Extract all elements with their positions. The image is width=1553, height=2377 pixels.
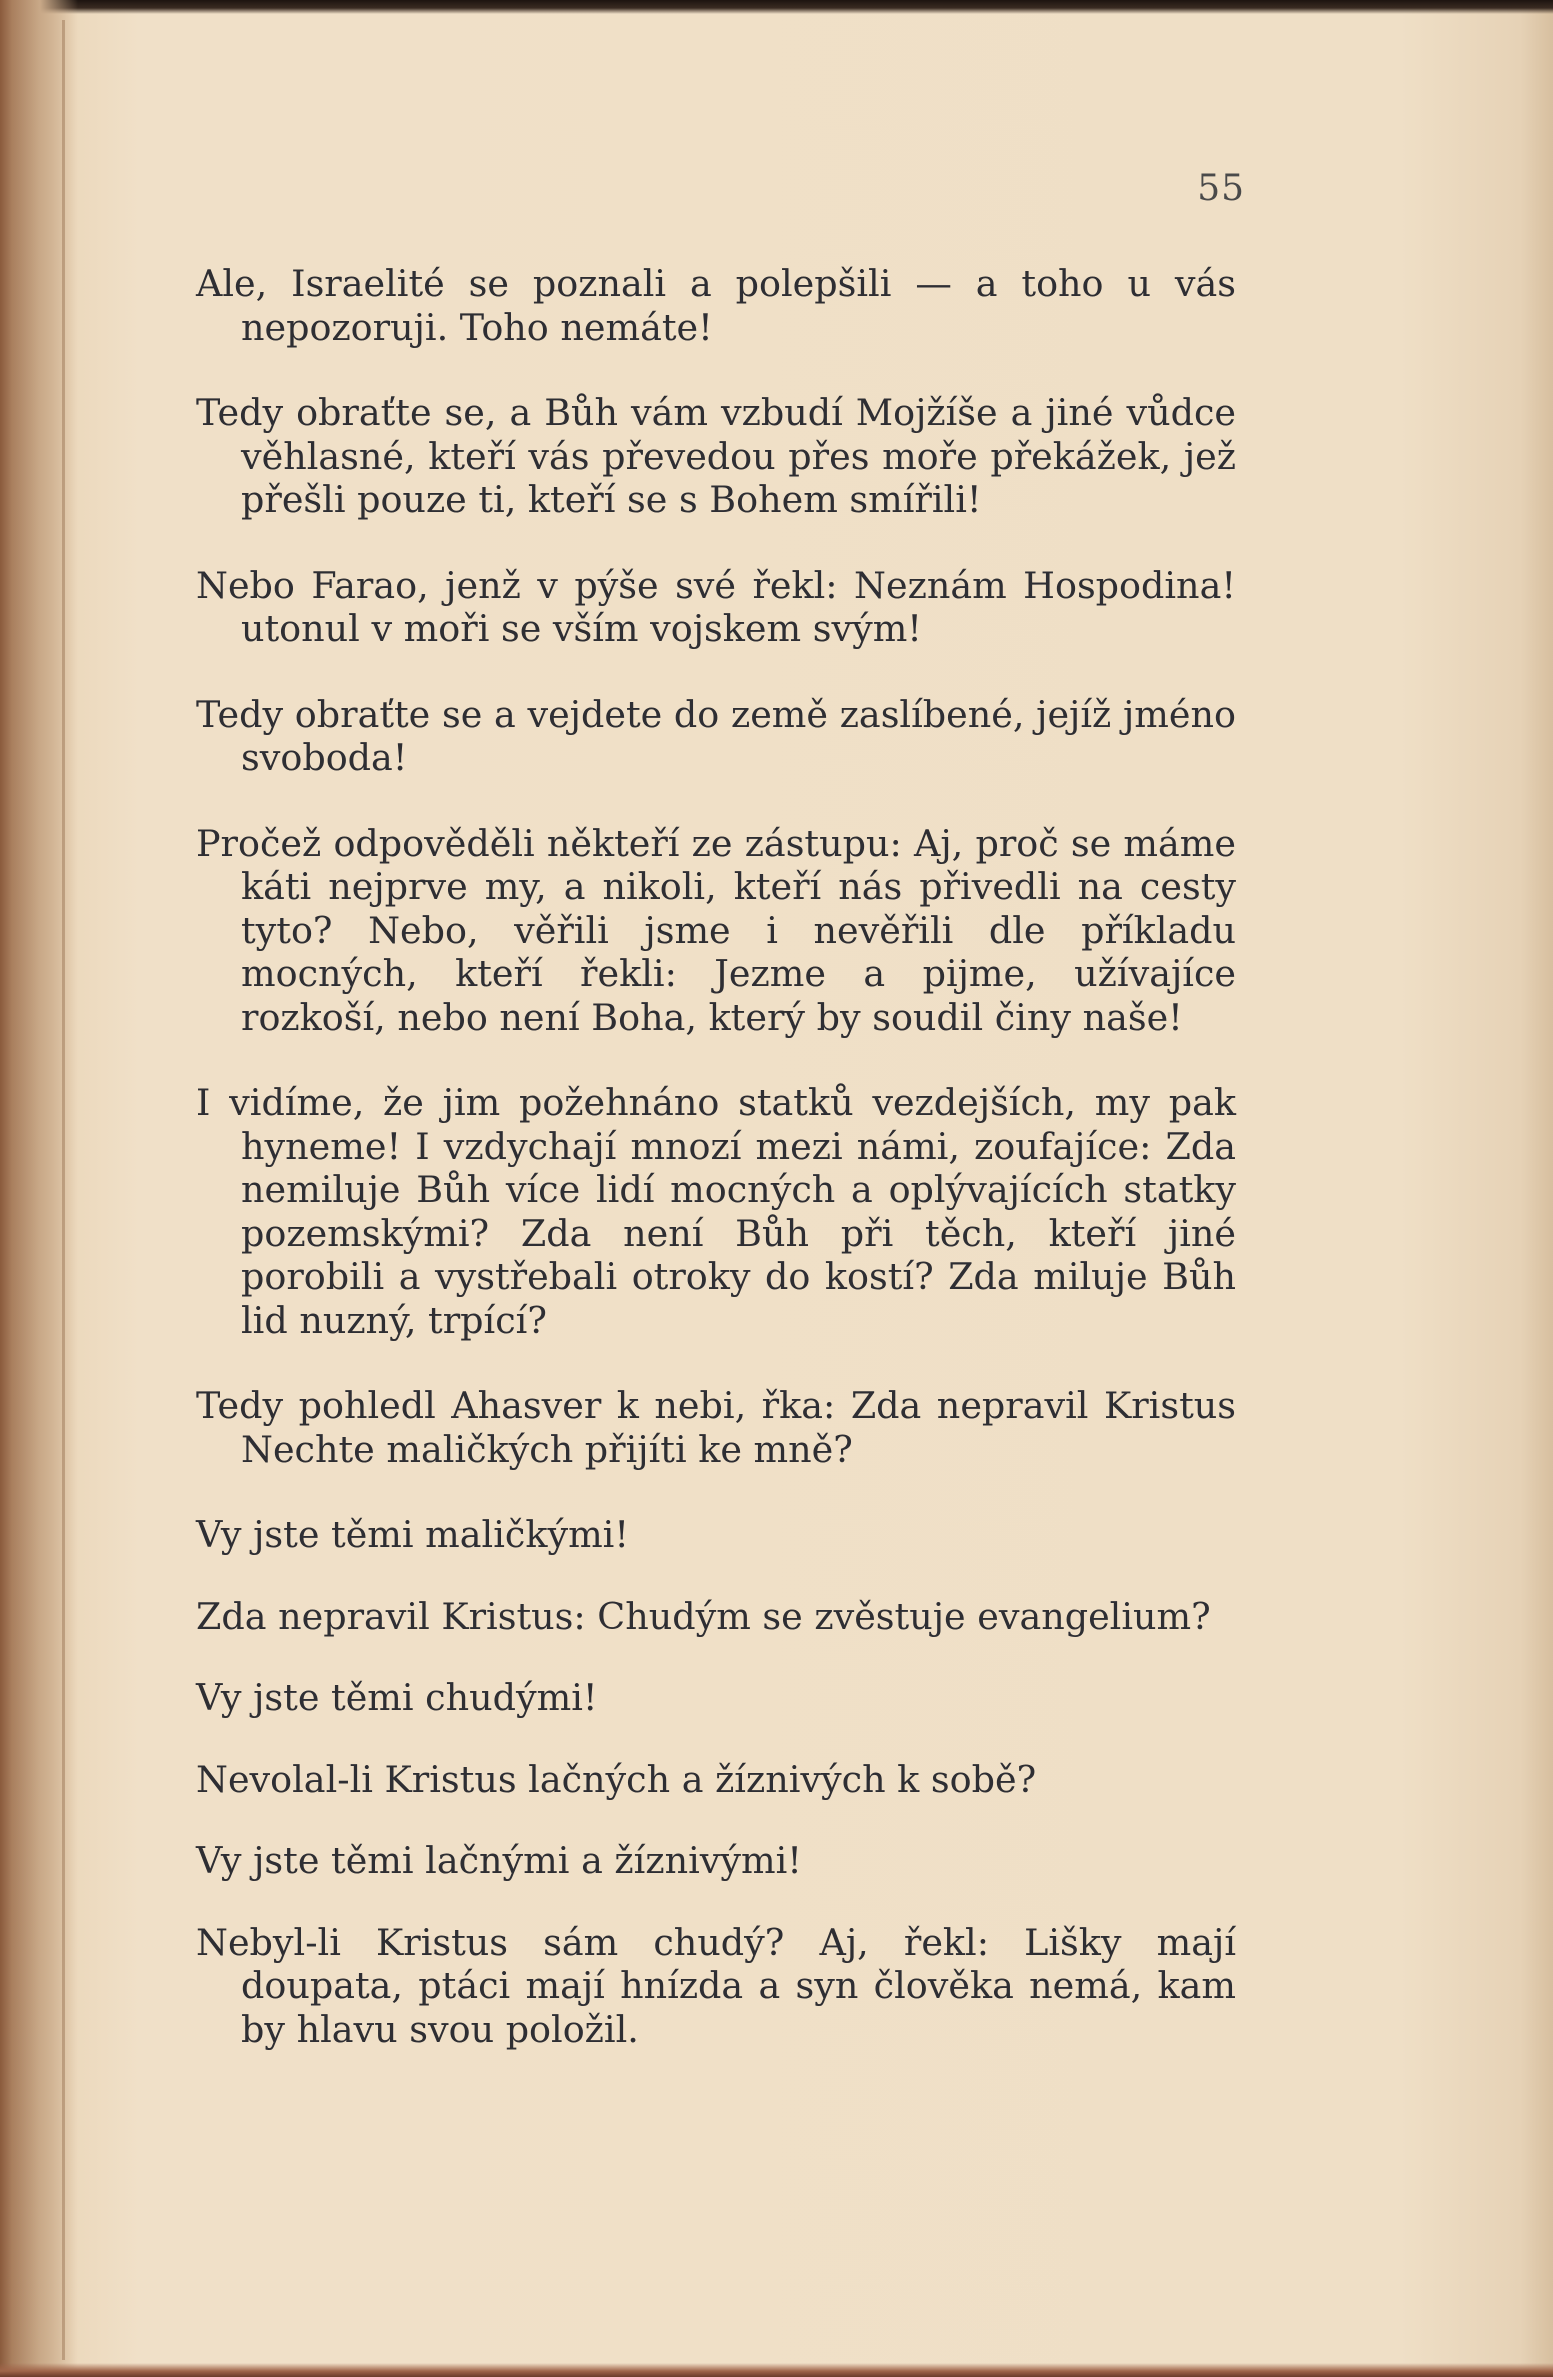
paragraph: Nebyl-li Kristus sám chudý? Aj, řekl: Lišky mají doupata, ptáci mají hnízda a syn člověka nemá, kam by hlavu svou položil. [196,1920,1236,2051]
paragraph: Pročež odpověděli někteří ze zástupu: Aj, proč se máme káti nejprve my, a nikoli, kteří nás přivedli na cesty tyto? Nebo, věřili jsme i nevěřili dle příkladu mocných, kteří řekli: Jezme a pijme, užívajíce rozkoší, nebo není Boha, který by soudil činy naše! [196,821,1236,1039]
paragraph: I vidíme, že jim požehnáno statků vezdejších, my pak hyneme! I vzdychají mnozí mezi námi, zoufajíce: Zda nemiluje Bůh více lidí mocných a oplývajících statky pozemskými? Zda není Bůh při těch, kteří jiné porobili a vystřebali otroky do kostí? Zda miluje Bůh lid nuzný, trpící? [196,1081,1236,1342]
paragraph: Vy jste těmi lačnými a žíznivými! [196,1839,802,1882]
paragraph: Vy jste těmi chudými! [196,1676,598,1719]
paragraph: Tedy obraťte se, a Bůh vám vzbudí Mojžíše a jiné vůdce věhlasné, kteří vás převedou přes moře překážek, jež přešli pouze ti, kteří se s Bohem smířili! [196,391,1236,521]
binding-gutter-shadow [0,0,78,2377]
binding-crease [62,20,65,2360]
paragraph: Nebo Farao, jenž v pýše své řekl: Neznám Hospodina! utonul v moři se vším vojskem svým! [196,563,1236,650]
paragraph: Vy jste těmi maličkými! [196,1513,630,1556]
page-bottom-edge [0,2363,1553,2377]
paragraph: Tedy pohledl Ahasver k nebi, řka: Zda nepravil Kristus Nechte maličkých přijíti ke mně? [196,1384,1236,1471]
page-number: 55 [1197,168,1245,209]
paragraph: Tedy obraťte se a vejdete do země zaslíbené, jejíž jméno svoboda! [196,692,1236,779]
page-top-edge [0,0,1553,14]
paragraph: Zda nepravil Kristus: Chudým se zvěstuje evangelium? [196,1594,1211,1638]
paragraph: Ale, Israelité se poznali a polepšili — a toho u vás nepozoruji. Toho nemáte! [196,262,1236,349]
body-text [196,262,1236,2093]
paragraph: Nevolal-li Kristus lačných a žíznivých k sobě? [196,1757,1037,1801]
